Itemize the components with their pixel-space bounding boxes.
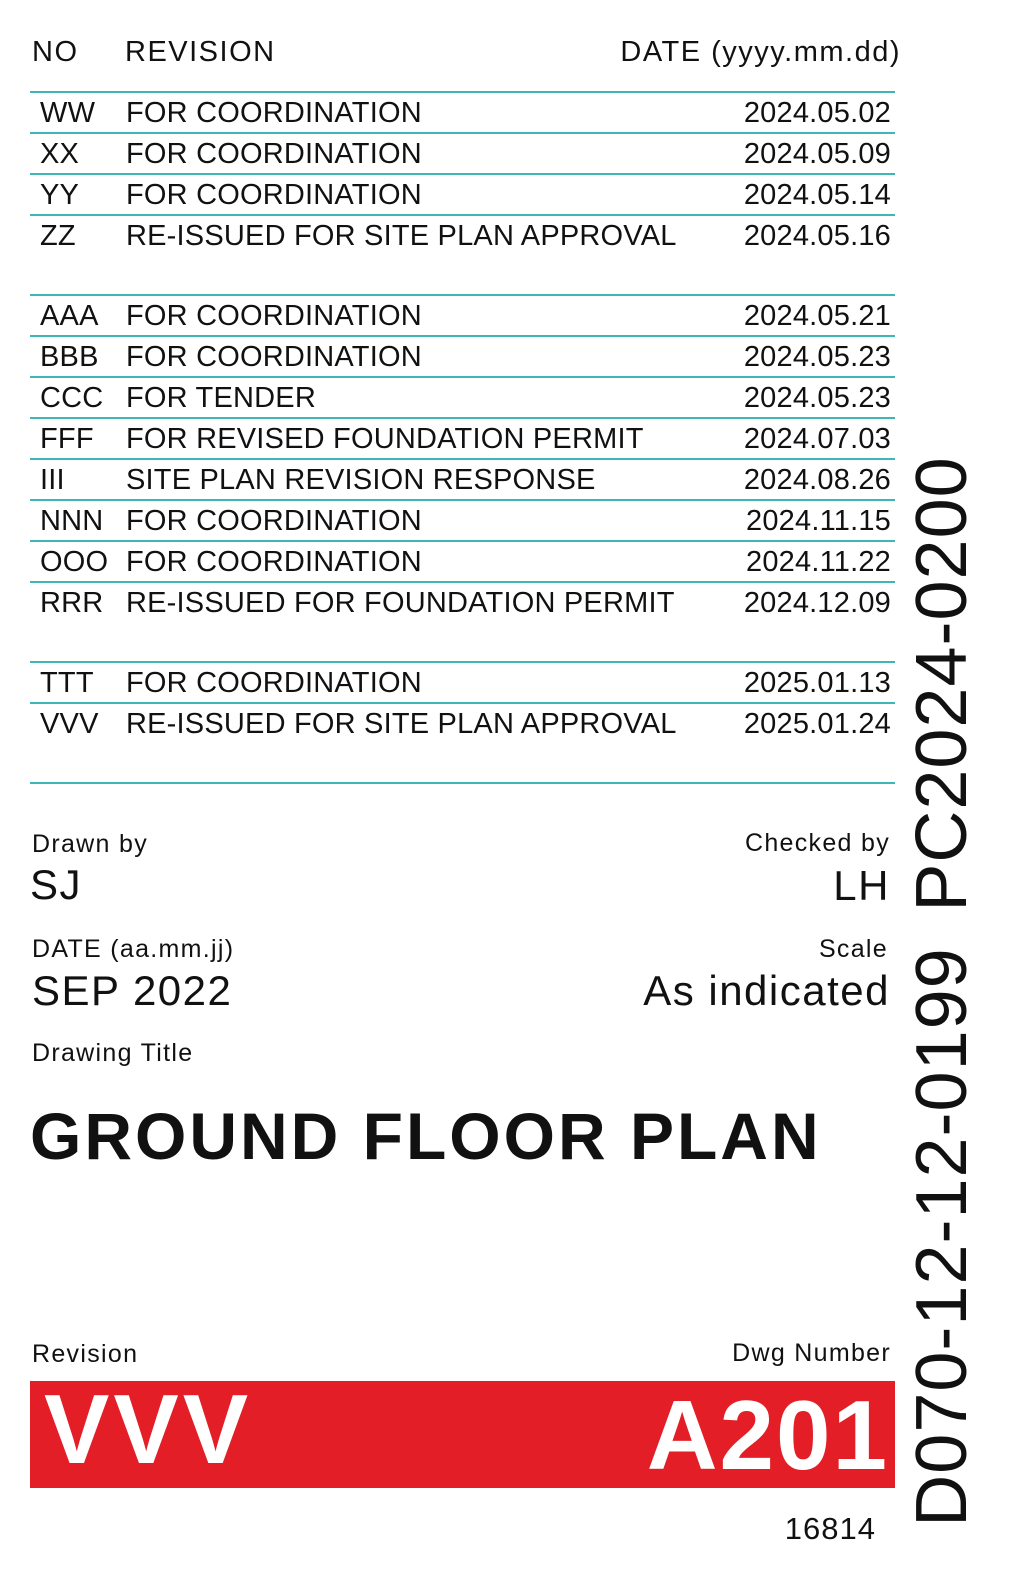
revision-description: FOR COORDINATION xyxy=(126,300,422,332)
revision-row xyxy=(30,583,895,663)
revision-description: RE-ISSUED FOR SITE PLAN APPROVAL xyxy=(126,220,677,252)
revision-description: FOR COORDINATION xyxy=(126,505,422,537)
revision-date: 2024.05.23 xyxy=(743,382,891,414)
revision-date: 2025.01.24 xyxy=(743,708,891,740)
revision-date: 2024.05.02 xyxy=(743,97,891,129)
revision-description: SITE PLAN REVISION RESPONSE xyxy=(126,464,596,496)
revision-description: FOR COORDINATION xyxy=(126,97,422,129)
revision-description: FOR COORDINATION xyxy=(126,667,422,699)
revision-description: RE-ISSUED FOR SITE PLAN APPROVAL xyxy=(126,708,677,740)
header-revision: REVISION xyxy=(125,36,276,68)
revision-row xyxy=(30,460,895,501)
revision-date: 2024.11.15 xyxy=(746,505,891,537)
sheet-id: 16814 xyxy=(784,1511,876,1546)
revision-bar xyxy=(30,1374,895,1490)
revision-no: NNN xyxy=(40,505,104,537)
header-date: DATE (yyyy.mm.dd) xyxy=(620,36,901,68)
revision-label: Revision xyxy=(32,1340,139,1368)
revision-description: RE-ISSUED FOR FOUNDATION PERMIT xyxy=(126,587,675,619)
revision-description: FOR REVISED FOUNDATION PERMIT xyxy=(126,423,644,455)
revision-row xyxy=(30,663,895,704)
revision-description: FOR COORDINATION xyxy=(126,138,422,170)
revision-date: 2024.08.26 xyxy=(743,464,891,496)
revision-no: RRR xyxy=(40,587,104,619)
revision-no: AAA xyxy=(40,300,99,332)
revision-no: III xyxy=(40,464,65,496)
revision-row xyxy=(30,542,895,583)
revision-row xyxy=(30,134,895,175)
date-value: SEP 2022 xyxy=(32,967,233,1014)
drawing-title-label: Drawing Title xyxy=(32,1039,194,1067)
scale-label: Scale xyxy=(818,935,888,963)
revision-no: WW xyxy=(40,97,96,129)
revision-description: FOR TENDER xyxy=(126,382,316,414)
revision-date: 2024.05.21 xyxy=(743,300,891,332)
drawn-by-value: SJ xyxy=(30,861,83,908)
checked-by-label: Checked by xyxy=(744,829,890,857)
revision-no: XX xyxy=(40,138,80,170)
revision-date: 2025.01.13 xyxy=(743,667,891,699)
revision-description: FOR COORDINATION xyxy=(126,179,422,211)
dwg-number-label: Dwg Number xyxy=(732,1339,891,1367)
revision-row xyxy=(30,419,895,460)
revision-no: CCC xyxy=(40,382,104,414)
revision-date: 2024.11.22 xyxy=(746,546,891,578)
revision-date: 2024.05.09 xyxy=(743,138,891,170)
revision-row xyxy=(30,216,895,296)
current-revision: VVV xyxy=(44,1374,253,1484)
permit-number: PC2024-0200 xyxy=(902,456,982,912)
drawn-by-label: Drawn by xyxy=(32,830,148,858)
checked-by-value: LH xyxy=(833,862,890,909)
revision-no: YY xyxy=(40,179,80,211)
file-number: D070-12-12-0199 xyxy=(902,947,982,1527)
revision-no: OOO xyxy=(40,546,109,578)
scale-value: As indicated xyxy=(643,967,890,1014)
drawing-title: GROUND FLOOR PLAN xyxy=(30,1099,822,1173)
revision-date: 2024.05.14 xyxy=(743,179,891,211)
revision-row xyxy=(30,337,895,378)
revision-description: FOR COORDINATION xyxy=(126,341,422,373)
dwg-number: A201 xyxy=(646,1380,889,1490)
revision-no: TTT xyxy=(40,667,94,699)
revision-date: 2024.12.09 xyxy=(743,587,891,619)
revision-row xyxy=(30,175,895,216)
revision-row xyxy=(30,704,895,784)
revision-table xyxy=(30,91,895,784)
revision-description: FOR COORDINATION xyxy=(126,546,422,578)
header-no: NO xyxy=(32,36,79,68)
revision-date: 2024.07.03 xyxy=(743,423,891,455)
revision-row xyxy=(30,378,895,419)
revision-no: VVV xyxy=(40,708,99,740)
revision-row xyxy=(30,93,895,134)
revision-row xyxy=(30,296,895,337)
revision-no: ZZ xyxy=(40,220,76,252)
revision-date: 2024.05.16 xyxy=(743,220,891,252)
revision-row xyxy=(30,501,895,542)
revision-date: 2024.05.23 xyxy=(743,341,891,373)
revision-no: BBB xyxy=(40,341,99,373)
revision-no: FFF xyxy=(40,423,94,455)
date-label: DATE (aa.mm.jj) xyxy=(32,935,235,963)
